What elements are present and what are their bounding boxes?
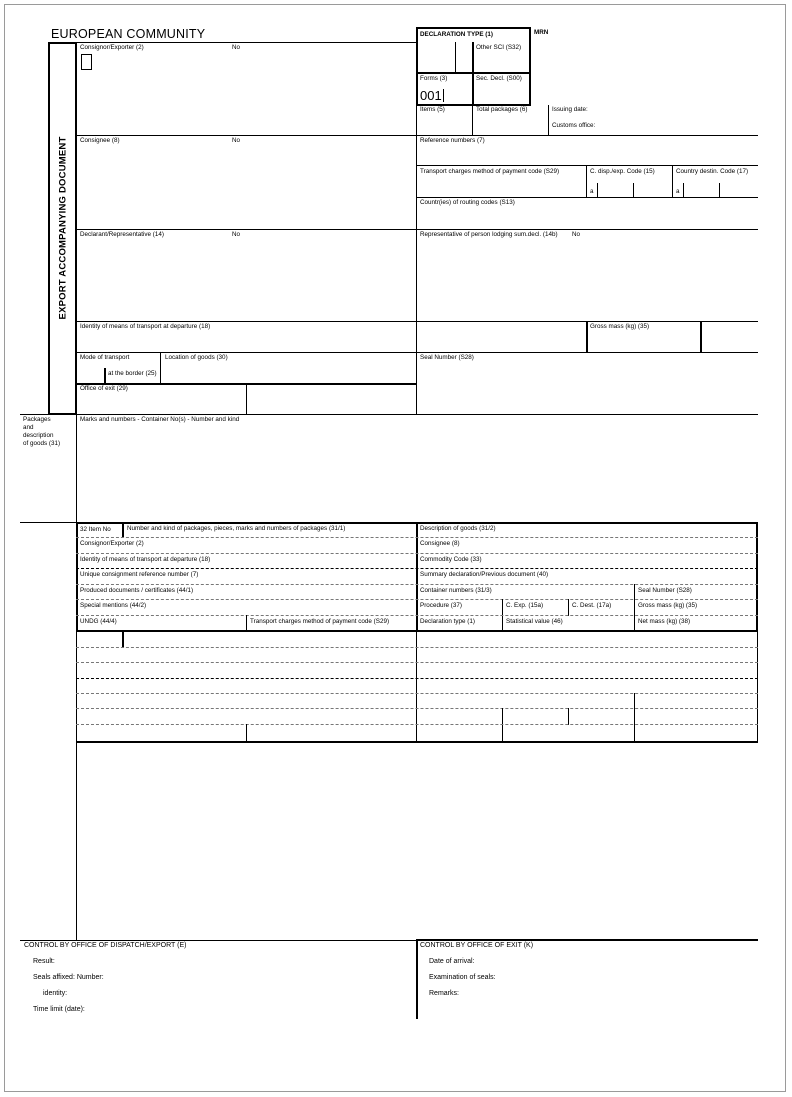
time-limit-label: Time limit (date): xyxy=(33,1006,85,1013)
item-gross-mass-label: Gross mass (kg) (35) xyxy=(638,602,698,609)
kind-packages-label: Number and kind of packages, pieces, marks and numbers of packages (31/1) xyxy=(127,525,346,532)
packages-side-label-2: and xyxy=(23,424,34,431)
procedure-label: Procedure (37) xyxy=(420,602,462,609)
forms-value[interactable]: 001 xyxy=(420,88,442,103)
reference-numbers-label: Reference numbers (7) xyxy=(420,137,485,144)
items-label: Items (5) xyxy=(420,106,445,113)
country-destin-label: Country destin. Code (17) xyxy=(676,168,749,175)
side-title: EXPORT ACCOMPANYING DOCUMENT xyxy=(57,136,69,320)
location-goods-label: Location of goods (30) xyxy=(165,354,228,361)
consignee-no-label: No xyxy=(232,137,241,144)
country-destin-a: a xyxy=(676,188,680,195)
declaration-type-label: DECLARATION TYPE (1) xyxy=(420,31,493,38)
declarant-no-label: No xyxy=(232,231,241,238)
result-label: Result: xyxy=(33,958,55,965)
page-title: EUROPEAN COMMUNITY xyxy=(51,27,206,41)
packages-side-label-4: of goods (31) xyxy=(23,440,61,447)
mode-transport-label: Mode of transport xyxy=(80,354,130,361)
seal-number-label: Seal Number (S28) xyxy=(420,354,474,361)
description-label: Description of goods (31/2) xyxy=(420,525,496,532)
item-identity-transport-label: Identity of means of transport at departure (18) xyxy=(80,556,211,563)
summary-label: Summary declaration/Previous document (40) xyxy=(420,571,549,578)
undg-label: UNDG (44/4) xyxy=(80,618,117,625)
consignor-checkbox[interactable] xyxy=(81,54,92,70)
net-mass-label: Net mass (kg) (38) xyxy=(638,618,691,625)
c-exp-label: C. Exp. (15a) xyxy=(506,602,544,609)
c-dest-label: C. Dest. (17a) xyxy=(572,602,612,609)
item-seal-number-label: Seal Number (S28) xyxy=(638,587,692,594)
identity-transport-label: Identity of means of transport at departure (18) xyxy=(80,323,211,330)
item-no-label: 32 Item No xyxy=(80,526,111,533)
declarant-label: Declarant/Representative (14) xyxy=(80,231,164,238)
remarks-label: Remarks: xyxy=(429,990,459,997)
representative-label: Representative of person lodging sum.decl. (14b) xyxy=(420,231,558,238)
disp-exp-label: C. disp./exp. Code (15) xyxy=(590,168,655,175)
special-mentions-label: Special mentions (44/2) xyxy=(80,602,147,609)
mrn-label: MRN xyxy=(534,29,549,36)
statistical-value-label: Statistical value (46) xyxy=(506,618,563,625)
consignor-label: Consignor/Exporter (2) xyxy=(80,44,144,51)
seals-affixed-label: Seals affixed: Number: xyxy=(33,974,104,981)
marks-label: Marks and numbers - Container No(s) - Number and kind xyxy=(80,416,240,423)
representative-no-label: No xyxy=(572,231,581,238)
examination-label: Examination of seals: xyxy=(429,974,496,981)
customs-office-label: Customs office: xyxy=(552,122,596,129)
item-consignee-label: Consignee (8) xyxy=(420,540,460,547)
item-declaration-type-label: Declaration type (1) xyxy=(420,618,475,625)
forms-label: Forms (3) xyxy=(420,75,448,82)
exit-control-title: CONTROL BY OFFICE OF EXIT (K) xyxy=(420,942,534,949)
routing-label: Countr(ies) of routing codes (S13) xyxy=(420,199,515,206)
sec-decl-label: Sec. Decl. (S00) xyxy=(476,75,522,82)
consignor-no-label: No xyxy=(232,44,241,51)
issuing-date-label: Issuing date: xyxy=(552,106,588,113)
packages-side-label-1: Packages xyxy=(23,416,51,423)
gross-mass-label: Gross mass (kg) (35) xyxy=(590,323,650,330)
other-sci-label: Other SCI (S32) xyxy=(476,44,522,51)
ucr-label: Unique consignment reference number (7) xyxy=(80,571,199,578)
item-transport-charges-label: Transport charges method of payment code (S29) xyxy=(250,618,390,625)
transport-charges-label: Transport charges method of payment code (S29) xyxy=(420,168,560,175)
produced-docs-label: Produced documents / certificates (44/1) xyxy=(80,587,194,594)
office-exit-label: Office of exit (29) xyxy=(80,385,128,392)
disp-exp-a: a xyxy=(590,188,594,195)
packages-side-label-3: description xyxy=(23,432,54,439)
at-border-label: at the border (25) xyxy=(108,370,157,377)
identity-label: identity: xyxy=(43,990,68,997)
dispatch-control-title: CONTROL BY OFFICE OF DISPATCH/EXPORT (E) xyxy=(24,942,187,949)
container-numbers-label: Container numbers (31/3) xyxy=(420,587,492,594)
date-arrival-label: Date of arrival: xyxy=(429,958,475,965)
consignee-label: Consignee (8) xyxy=(80,137,120,144)
total-packages-label: Total packages (6) xyxy=(476,106,528,113)
commodity-label: Commodity Code (33) xyxy=(420,556,482,563)
item-consignor-label: Consignor/Exporter (2) xyxy=(80,540,144,547)
